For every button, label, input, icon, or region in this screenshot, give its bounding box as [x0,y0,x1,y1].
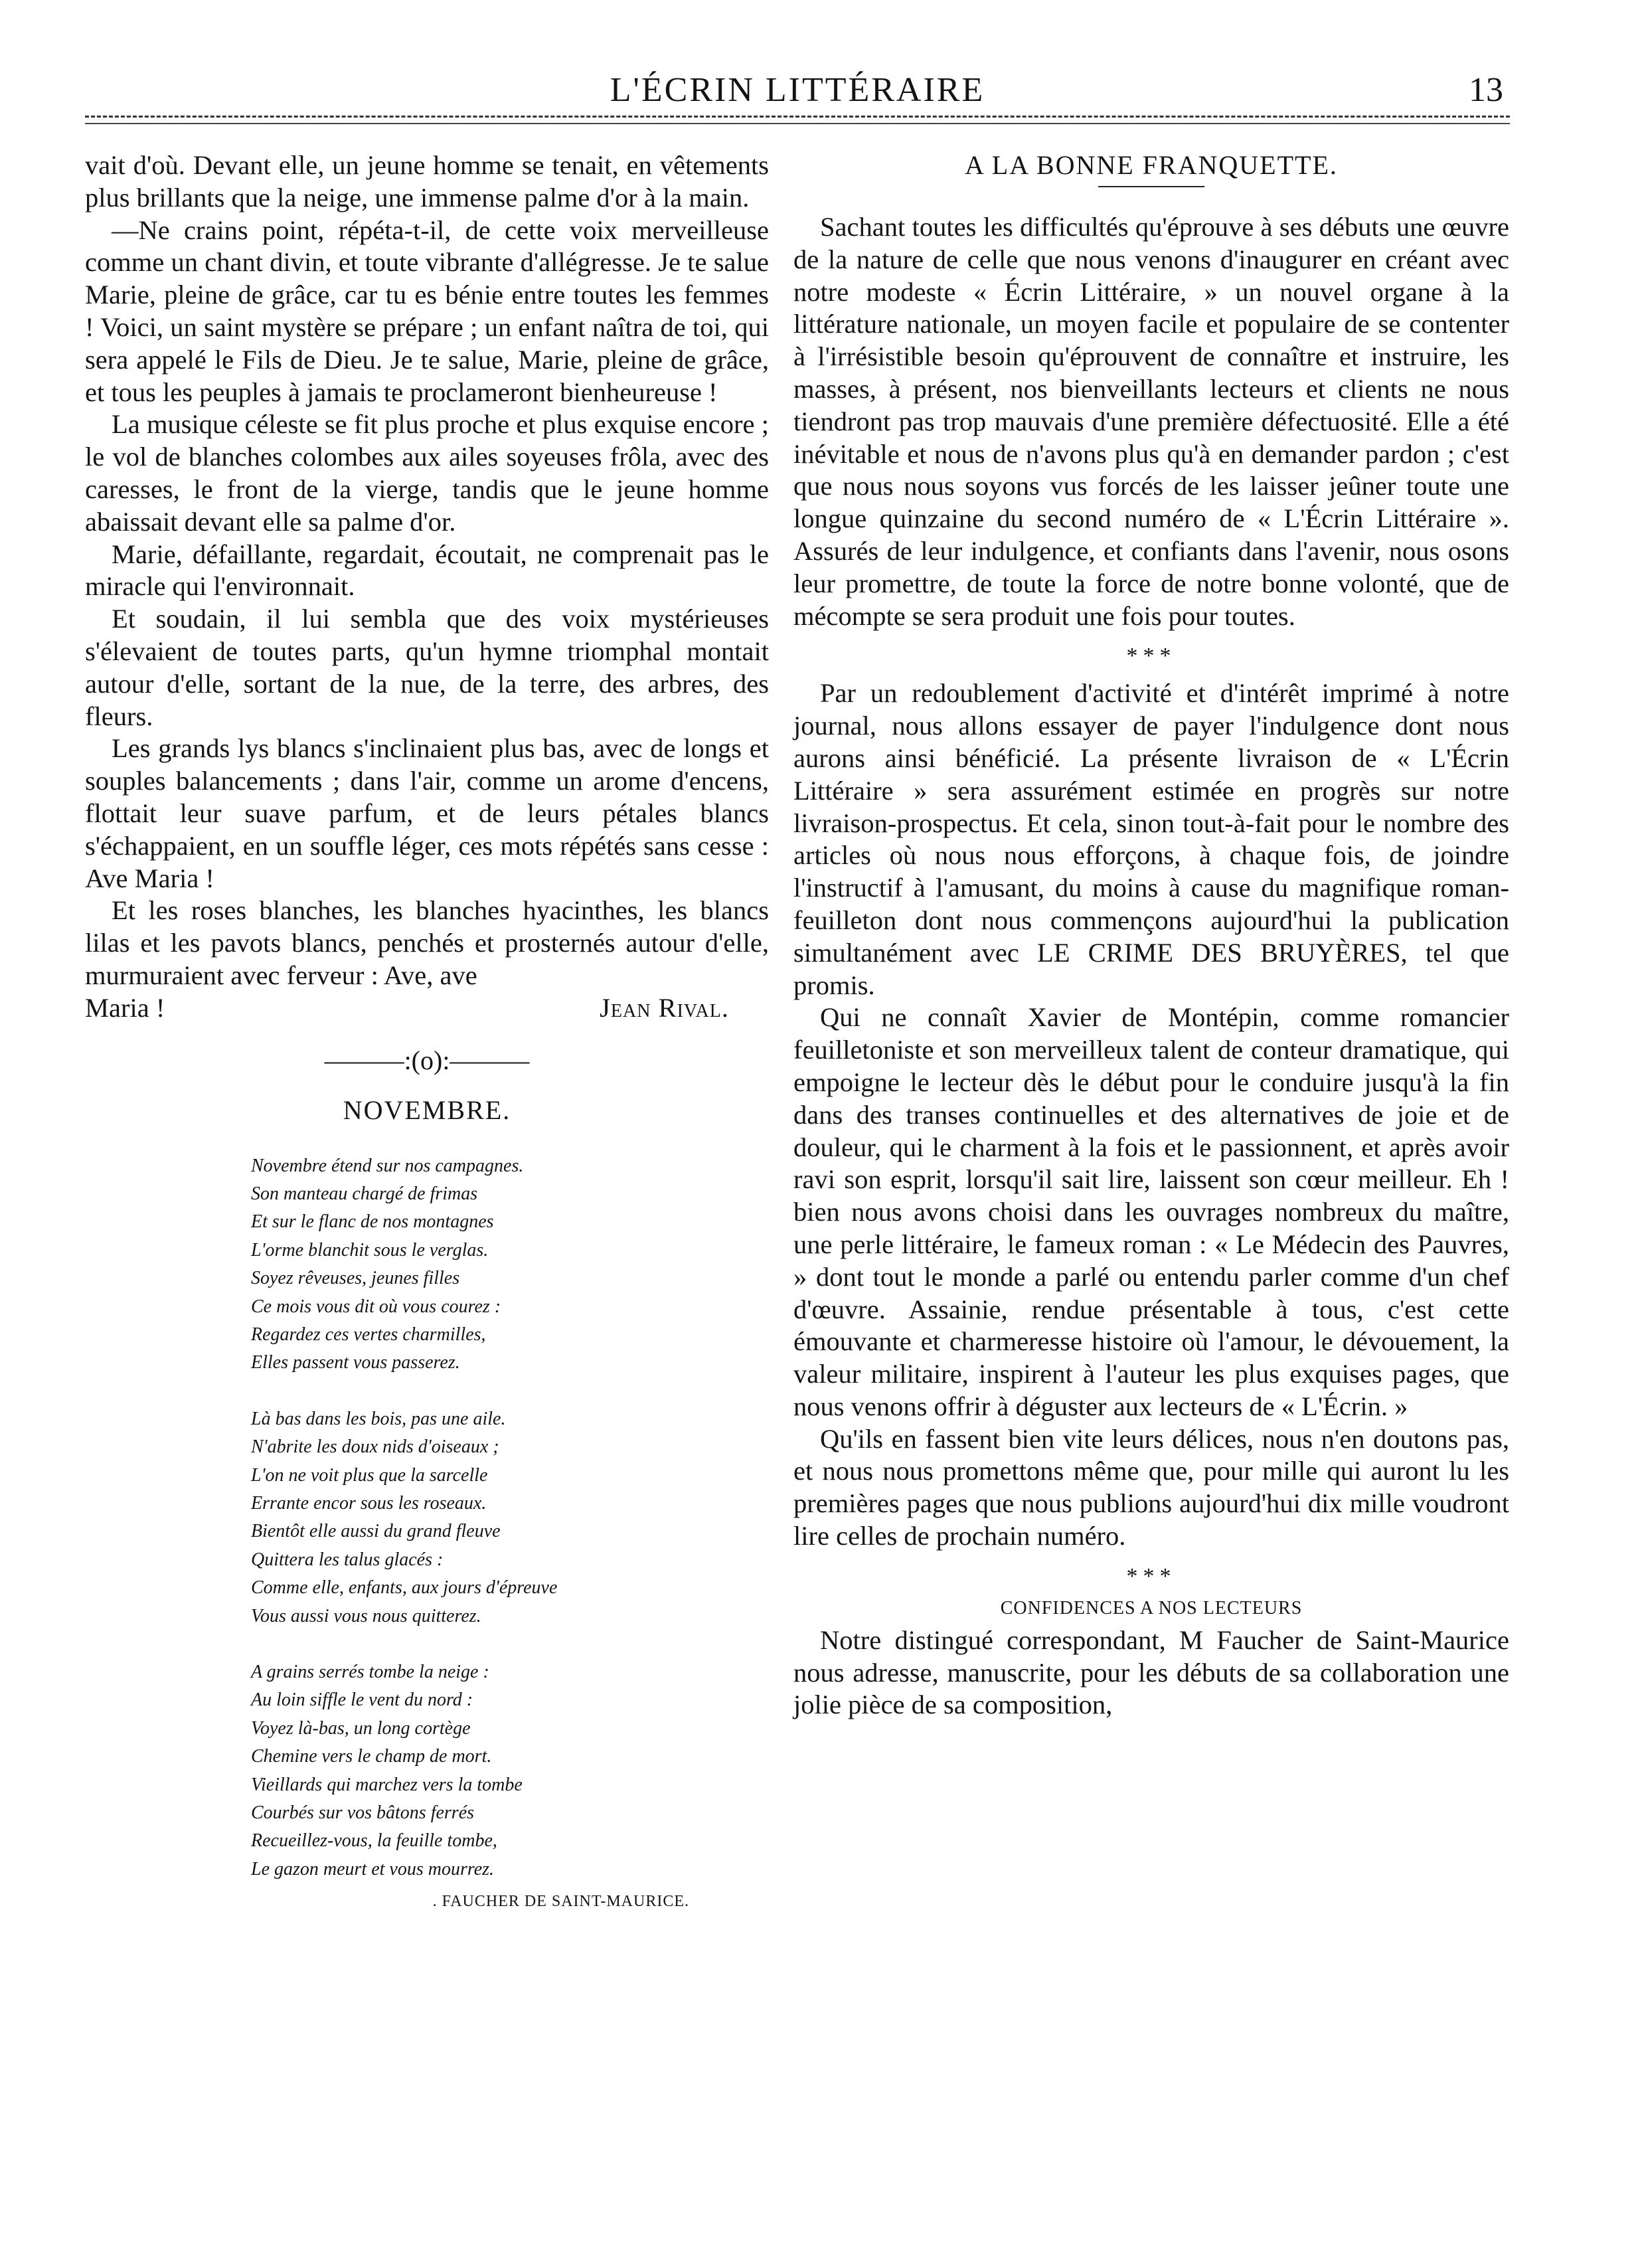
paragraph: Les grands lys blancs s'inclinaient plus bas, avec de longs et souples balancements ; dans l'air, comme un arome d'encens, flottait leur suave parfum, et de leurs pétales blancs s'échappaient, en un souffle léger, ces mots répétés sans cesse : Ave Maria ! [85,733,769,893]
poem-line: Le gazon meurt et vous mourrez. [251,1858,495,1879]
right-column [793,149,1509,1721]
paragraph: Et soudain, il lui sembla que des voix mystérieuses s'élevaient de toutes parts, qu'un hymne triomphal montait autour d'elle, sortant de la nue, de la terre, des arbres, des fleurs. [85,604,769,731]
asterism: *** [1126,1563,1177,1589]
poem-stanza [251,1658,769,1883]
paragraph: —Ne crains point, répéta-t-il, de cette voix merveilleuse comme un chant divin, et toute vibrante d'allégresse. Je te salue Marie, pleine de grâce, car tu es bénie entre toutes les femmes ! Voici, un saint mystère se prépare ; un enfant naîtra de toi, qui sera appelé le Fils de Dieu. Je te salue, Marie, pleine de grâce, et tous les peuples à jamais te proclameront bienheureuse ! [85,215,769,407]
poem [251,1152,769,1884]
poem-line: Novembre étend sur nos campagnes. [251,1155,524,1176]
poem-signature: . FAUCHER DE SAINT-MAURICE. [432,1893,689,1911]
paragraph: Par un redoublement d'activité et d'intérêt imprimé à notre journal, nous allons essayer de payer l'indulgence dont nous aurons ainsi bénéficié. La présente livraison de « L'Écrin Littéraire » sera assurément estimée en progrès sur notre livraison-prospectus. Et cela, sinon tout-à-fait pour le nombre des articles où nous nous efforçons, à chaque fois, de joindre l'instructif à l'amusant, du moins à cause du magnifique roman-feuilleton dont nous commençons aujourd'hui la publication simultanément avec LE CRIME DES BRUYÈRES, tel que promis. [793,678,1509,1000]
paragraph: Qui ne connaît Xavier de Montépin, comme romancier feuilletoniste et son merveilleux talent de conteur dramatique, qui empoigne le lecteur dès le début pour le conduire jusqu'à la fin dans des transes continuelles et des alternatives de joie et de douleur, qui le charment à la fois et le passionnent, et après avoir ravi son esprit, lorsqu'il sait lire, laissent son cœur meilleur. Eh ! bien nous avons choisi dans les ouvrages nombreux du maître, une perle littéraire, le fameux roman : « Le Médecin des Pauvres, » dont tout le monde a parlé ou entendu parler comme d'un chef d'œuvre. Assainie, rendue présentable à tous, c'est cette émouvante et charmeresse histoire où l'amour, le dévouement, la valeur militaire, inspirent à l'auteur les plus exquises pages, que nous venons offrir à déguster aux lecteurs de « L'Écrin. » [793,1002,1509,1421]
poem-line: Regardez ces vertes charmilles, [251,1324,486,1345]
sub-title: CONFIDENCES A NOS LECTEURS [1000,1597,1303,1618]
section-title: A LA BONNE FRANQUETTE. [965,150,1338,180]
paragraph: Sachant toutes les difficultés qu'éprouve à ses débuts une œuvre de la nature de celle que nous venons d'inaugurer en créant avec notre modeste « Écrin Littéraire, » un nouvel organe à la littérature nationale, un moyen facile et populaire de se contenter à l'irrésistible besoin qu'éprouvent de connaître et instruire, les masses, à présent, nos bienveillants lecteurs et clients ne nous tiendront pas trop mauvais d'une première défectuosité. Elle a été inévitable et nous de n'avons plus qu'à en demander pardon ; c'est que nous nous soyons vus forcés de les laisser jeûner toute une longue quinzaine du second numéro de « L'Écrin Littéraire ». Assurés de leur indulgence, et confiants dans l'avenir, nous osons leur promettre, de toute la force de notre bonne volonté, que de mécompte se sera produit une fois pour toutes. [793,212,1509,631]
poem-line: Et sur le flanc de nos montagnes [251,1211,494,1233]
poem-line: Courbés sur vos bâtons ferrés [251,1802,475,1824]
poem-line: Errante encor sous les roseaux. [251,1492,487,1514]
poem-line: Là bas dans les bois, pas une aile. [251,1408,506,1429]
poem-stanza [251,1405,769,1630]
page-header [85,61,1510,134]
page-number: 13 [1469,71,1503,109]
poem-line: L'orme blanchit sous le verglas. [251,1239,489,1261]
header-rule [85,116,1510,124]
section-divider: ———:(o):——— [324,1045,530,1075]
author-signature: Jean Rival. [600,992,729,1023]
paragraph: La musique céleste se fit plus proche et plus exquise encore ; le vol de blanches colombes aux ailes soyeuses frôla, avec des caresses, le front de la vierge, tandis que le jeune homme abaissait devant elle sa palme d'or. [85,409,769,537]
left-column [85,149,769,1911]
poem-line: L'on ne voit plus que la sarcelle [251,1464,488,1486]
poem-line: Au loin siffle le vent du nord : [251,1690,473,1711]
poem-line: N'abrite les doux nids d'oiseaux ; [251,1437,499,1458]
poem-line: Chemine vers le champ de mort. [251,1746,492,1767]
paragraph: Notre distingué correspondant, M Faucher de Saint-Maurice nous adresse, manuscrite, pour les débuts de sa collaboration une jolie pièce de sa composition, [793,1624,1509,1720]
poem-line: A grains serrés tombe la neige : [251,1662,489,1683]
poem-line: Voyez là-bas, un long cortège [251,1717,471,1739]
running-title: L'ÉCRIN LITTÉRAIRE [610,71,985,109]
asterism: *** [1126,644,1177,669]
poem-stanza [251,1152,769,1377]
poem-line: Ce mois vous dit où vous courez : [251,1296,501,1317]
title-rule [1098,186,1204,187]
poem-line: Quittera les talus glacés : [251,1549,444,1570]
poem-title: NOVEMBRE. [343,1094,511,1125]
poem-line: Vieillards qui marchez vers la tombe [251,1774,523,1795]
story-closing-line [85,992,769,1025]
closing-words: Maria ! [85,992,165,1023]
poem-line: Recueillez-vous, la feuille tombe, [251,1830,497,1852]
poem-line: Elles passent vous passerez. [251,1352,460,1373]
paragraph: Et les roses blanches, les blanches hyacinthes, les blancs lilas et les pavots blancs, penchés et prosternés autour d'elle, murmuraient avec ferveur : Ave, ave [85,895,769,990]
paragraph: Marie, défaillante, regardait, écoutait, ne comprenait pas le miracle qui l'environnait. [85,539,769,602]
poem-line: Comme elle, enfants, aux jours d'épreuve [251,1577,558,1599]
poem-line: Son manteau chargé de frimas [251,1183,478,1204]
paragraph: Qu'ils en fassent bien vite leurs délices, nous n'en doutons pas, et nous nous promettons même que, pour mille qui auront lu les premières pages que nous publions aujourd'hui dix mille voudront lire celles de prochain numéro. [793,1423,1509,1551]
poem-line: Vous aussi vous nous quitterez. [251,1605,481,1626]
paragraph: vait d'où. Devant elle, un jeune homme se tenait, en vêtements plus brillants que la neige, une immense palme d'or à la main. [85,150,769,213]
poem-line: Soyez rêveuses, jeunes filles [251,1268,460,1289]
poem-line: Bientôt elle aussi du grand fleuve [251,1521,501,1542]
